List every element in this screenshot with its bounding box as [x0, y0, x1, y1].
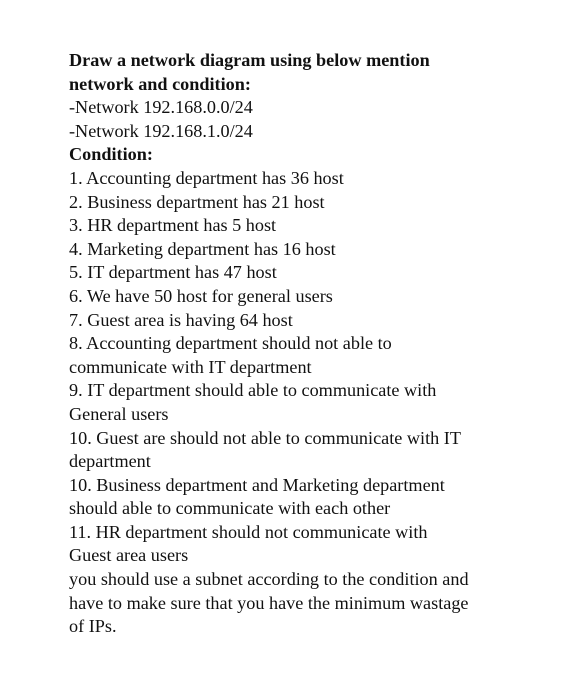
condition-line: Guest area users	[69, 545, 189, 566]
condition-line: department	[69, 451, 151, 472]
condition-line: 10. Business department and Marketing department	[69, 474, 445, 495]
condition-line: 10. Guest are should not able to communicate with IT	[69, 427, 461, 448]
document-body	[69, 49, 539, 639]
condition-line: 1. Accounting department has 36 host	[69, 167, 344, 188]
condition-line: 8. Accounting department should not able to	[69, 333, 392, 354]
condition-line: 2. Business department has 21 host	[69, 191, 325, 212]
condition-line: 7. Guest area is having 64 host	[69, 309, 293, 330]
network-line: -Network 192.168.1.0/24	[69, 120, 253, 141]
network-line: -Network 192.168.0.0/24	[69, 97, 253, 118]
closing-line: you should use a subnet according to the condition and	[69, 569, 469, 590]
condition-line: General users	[69, 403, 169, 424]
condition-line: 6. We have 50 host for general users	[69, 285, 333, 306]
condition-line: should able to communicate with each other	[69, 498, 391, 519]
condition-heading: Condition:	[69, 144, 153, 165]
condition-line: 5. IT department has 47 host	[69, 262, 277, 283]
condition-line: communicate with IT department	[69, 356, 312, 377]
condition-line: 9. IT department should able to communicate with	[69, 380, 437, 401]
condition-line: 4. Marketing department has 16 host	[69, 238, 336, 259]
heading-line: network and condition:	[69, 73, 251, 94]
condition-line: 3. HR department has 5 host	[69, 215, 277, 236]
closing-line: have to make sure that you have the minimum wastage	[69, 592, 469, 613]
condition-line: 11. HR department should not communicate with	[69, 521, 428, 542]
heading-line: Draw a network diagram using below mention	[69, 50, 430, 70]
closing-line: of IPs.	[69, 616, 117, 637]
